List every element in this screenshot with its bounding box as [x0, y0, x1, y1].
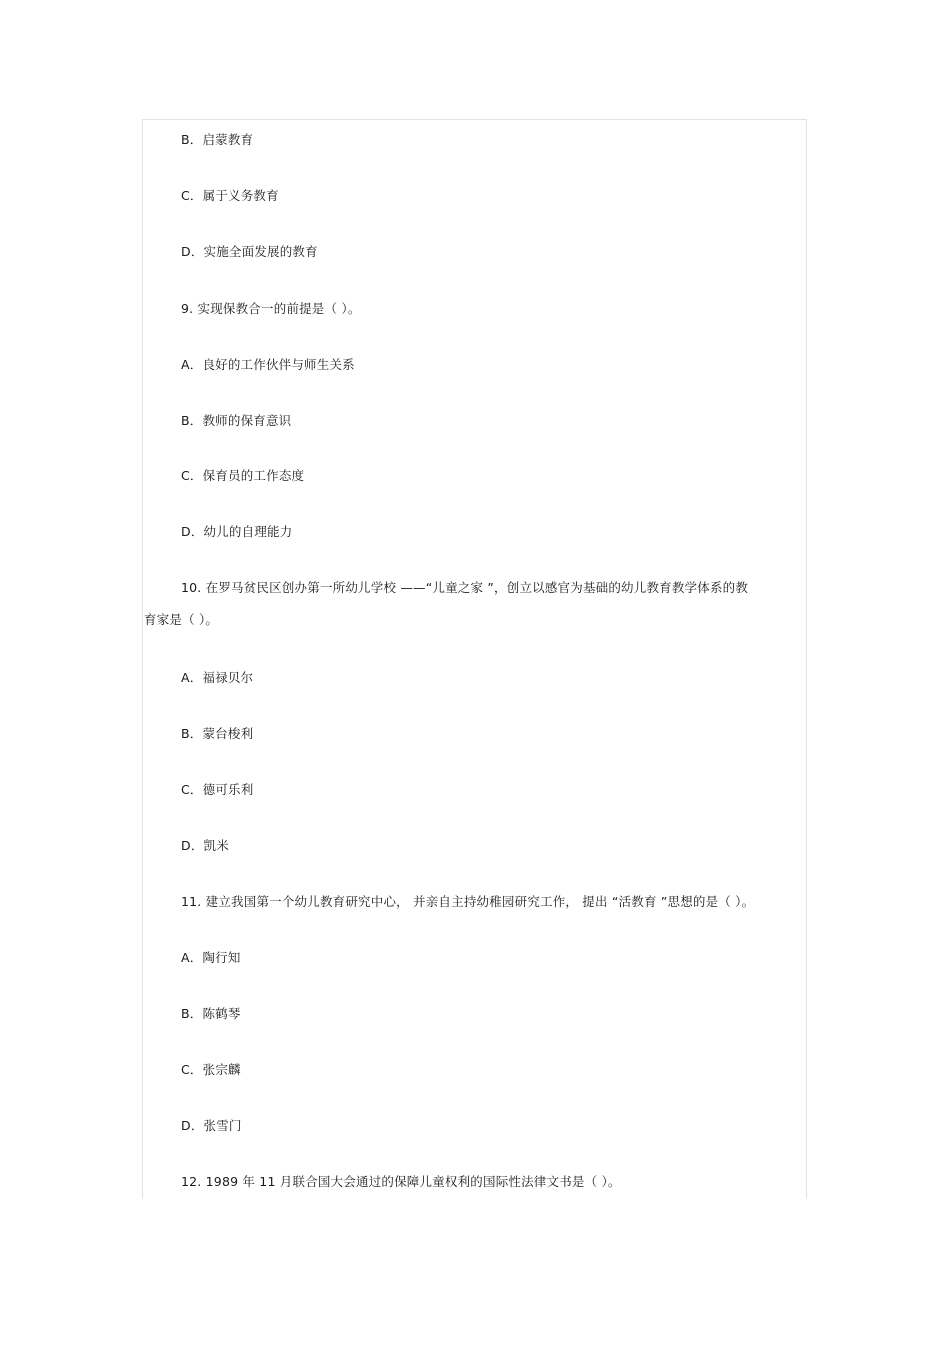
- page-frame: [142, 119, 807, 1199]
- q10-stem-line2: 育家是（ ）。: [144, 612, 219, 627]
- q10-option-c: C．德可乐利: [181, 782, 254, 797]
- q10-stem-line1: 10. 在罗马贫民区创办第一所幼儿学校 ——“儿童之家 ”，创立以感官为基础的幼儿教育教学体系的教: [181, 580, 749, 595]
- q12-stem: 12. 1989 年 11 月联合国大会通过的保障儿童权利的国际性法律文书是（ ）。: [181, 1174, 621, 1189]
- q11-stem: 11. 建立我国第一个幼儿教育研究中心， 并亲自主持幼稚园研究工作， 提出 “活教育 ”思想的是（ ）。: [181, 894, 755, 909]
- q9-option-c: C．保育员的工作态度: [181, 468, 305, 483]
- q10-option-d: D．凯米: [181, 838, 229, 853]
- q11-option-d: D．张雪门: [181, 1118, 242, 1133]
- q11-option-b: B．陈鹤琴: [181, 1006, 241, 1021]
- q9-option-d: D．幼儿的自理能力: [181, 524, 293, 539]
- q10-option-a: A．福禄贝尔: [181, 670, 254, 685]
- q8-option-d: D．实施全面发展的教育: [181, 244, 318, 259]
- q9-option-a: A．良好的工作伙伴与师生关系: [181, 357, 355, 372]
- q11-option-a: A．陶行知: [181, 950, 241, 965]
- q8-option-c: C．属于义务教育: [181, 188, 279, 203]
- q8-option-b: B．启蒙教育: [181, 132, 254, 147]
- q9-stem: 9. 实现保教合一的前提是（ ）。: [181, 301, 361, 316]
- q10-option-b: B．蒙台梭利: [181, 726, 254, 741]
- q11-option-c: C．张宗麟: [181, 1062, 241, 1077]
- q9-option-b: B．教师的保育意识: [181, 413, 292, 428]
